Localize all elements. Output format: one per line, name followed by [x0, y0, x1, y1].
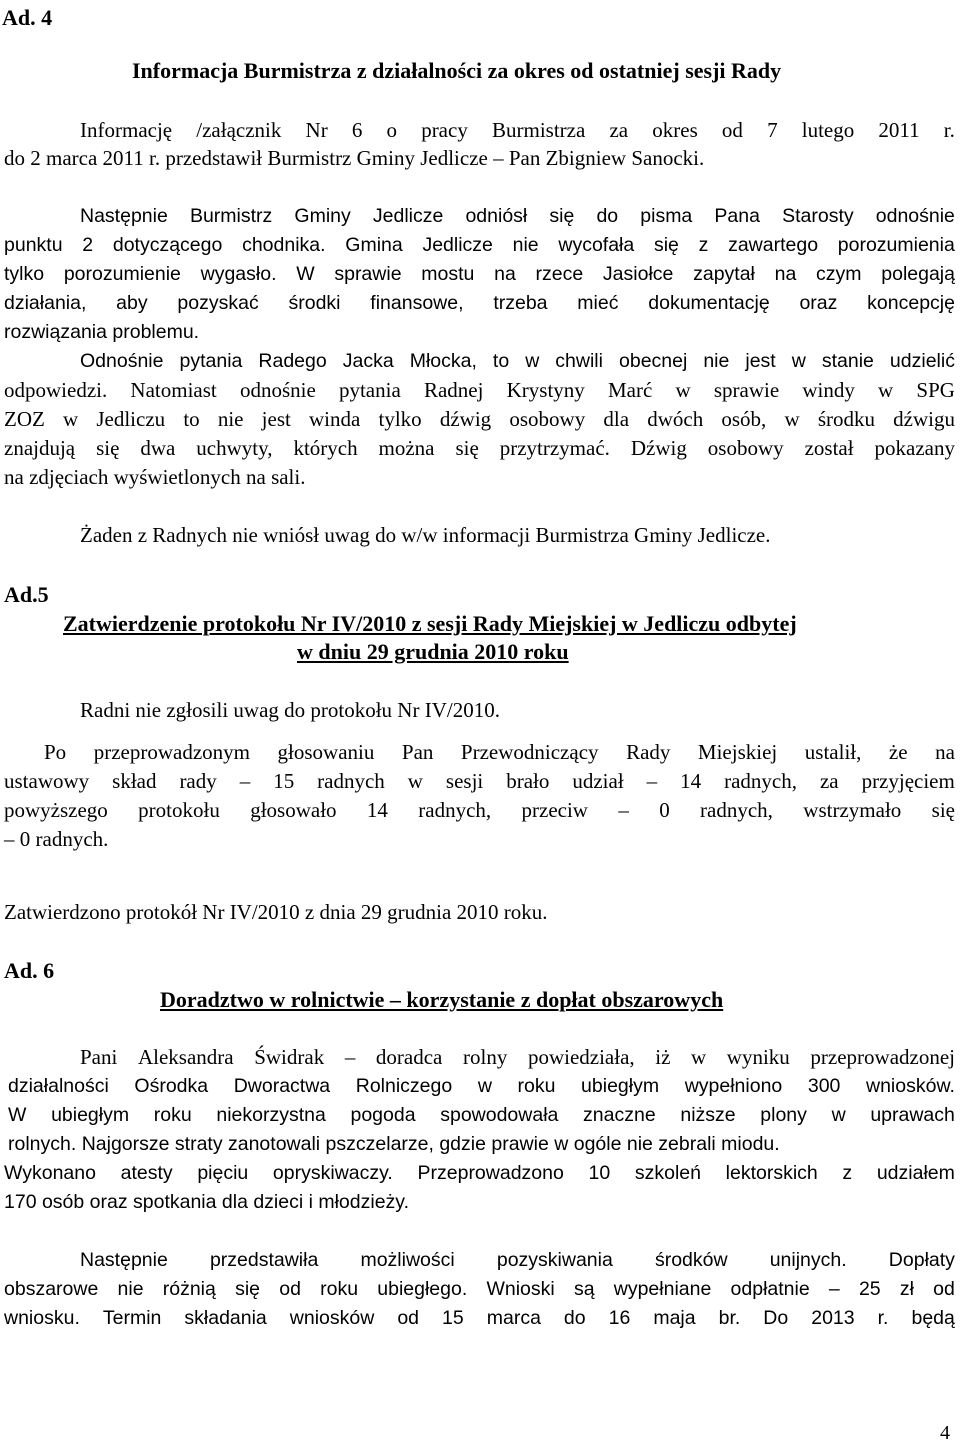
word: dwóch: [647, 407, 704, 431]
ad4-p2-line-5: rozwiązania problemu.: [4, 321, 200, 343]
word: za: [819, 769, 839, 793]
word: Krystyny: [506, 378, 585, 402]
word: niższe: [680, 1104, 736, 1126]
word: wycofała: [558, 234, 635, 256]
word: brało: [506, 769, 550, 793]
word: 7: [767, 118, 778, 142]
word: ubiegłym: [51, 1104, 130, 1126]
word: spowodowała: [440, 1104, 559, 1126]
word: 16: [608, 1307, 631, 1329]
word: działania,: [4, 292, 87, 314]
word: Radnej: [423, 378, 484, 402]
word: –: [646, 769, 658, 793]
word: do: [596, 205, 619, 227]
word: ubiegłego.: [377, 1278, 468, 1300]
word: br.: [718, 1307, 741, 1329]
word: zawartego: [728, 234, 819, 256]
ad4-p3-line-1: [80, 348, 955, 374]
word: w: [791, 350, 806, 372]
word: Jedliczu: [96, 407, 166, 431]
word: środki: [288, 292, 341, 314]
word: Po: [44, 740, 67, 764]
word: szkoleń: [634, 1162, 701, 1184]
word: Nr: [305, 118, 328, 142]
ad4-p3-line-3: [4, 406, 955, 432]
word: Jacka: [342, 350, 394, 372]
word: uchwyty,: [196, 436, 273, 460]
word: plony: [760, 1104, 807, 1126]
ad6-p2-line-2: [4, 1276, 955, 1302]
word: można: [378, 436, 435, 460]
word: pozyskać: [177, 292, 259, 314]
ad4-p4: Żaden z Radnych nie wniósł uwag do w/w informacji Burmistrza Gminy Jedlicze.: [80, 523, 771, 547]
word: sprawie: [713, 378, 780, 402]
ad6-heading: Ad. 6: [4, 958, 55, 983]
word: punktu: [4, 234, 63, 256]
word: Jasiołce: [602, 263, 674, 285]
word: przeprowadzonym: [93, 740, 250, 764]
word: pięciu: [197, 1162, 249, 1184]
word: winda: [309, 407, 361, 431]
word: Starosty: [782, 205, 854, 227]
word: w: [878, 378, 894, 402]
word: ustawowy: [4, 769, 90, 793]
word: Odnośnie: [80, 350, 164, 372]
word: 2013: [811, 1307, 855, 1329]
word: w: [691, 1045, 707, 1069]
word: znajdują: [4, 436, 76, 460]
word: –: [618, 798, 629, 822]
word: dźwig: [439, 407, 492, 431]
word: dla: [603, 407, 630, 431]
word: Pani: [80, 1045, 118, 1069]
word: udział: [572, 769, 624, 793]
word: Dopłaty: [888, 1249, 955, 1271]
word: Aleksandra: [137, 1045, 234, 1069]
word: ZOZ: [4, 407, 45, 431]
word: /załącznik: [196, 118, 282, 142]
word: nie: [217, 407, 244, 431]
ad4-p1-line-2: do 2 marca 2011 r. przedstawił Burmistrz Gminy Jedlicze – Pan Zbigniew Sanocki.: [4, 146, 705, 170]
ad4-heading: Ad. 4: [2, 5, 53, 30]
word: na: [774, 263, 797, 285]
word: głosowało: [250, 798, 337, 822]
word: to: [492, 350, 510, 372]
word: Termin: [102, 1307, 162, 1329]
word: tylko: [378, 407, 422, 431]
word: pracy: [421, 118, 468, 142]
word: przyjęciem: [861, 769, 955, 793]
word: Świdrak: [254, 1045, 325, 1069]
word: rolny: [463, 1045, 508, 1069]
word: 15: [442, 1307, 464, 1329]
ad6-p1-line-2: [8, 1073, 955, 1099]
word: Marć: [607, 378, 653, 402]
ad5-heading: Ad.5: [4, 582, 49, 607]
word: Następnie: [80, 205, 168, 227]
ad5-title-line-1: Zatwierdzenie protokołu Nr IV/2010 z sesji Rady Miejskiej w Jedliczu odbytej: [63, 611, 797, 636]
word: w: [477, 1075, 492, 1097]
word: głosowaniu: [277, 740, 375, 764]
word: środku: [817, 407, 875, 431]
word: czym: [816, 263, 862, 285]
word: że: [888, 740, 908, 764]
word: koncepcję: [867, 292, 955, 314]
word: pytania: [179, 350, 243, 372]
word: Przeprowadzono: [417, 1162, 564, 1184]
word: W: [8, 1104, 27, 1126]
word: chwili: [555, 350, 603, 372]
word: w: [63, 407, 79, 431]
ad6-p2-line-3: [4, 1305, 955, 1331]
word: doradca: [375, 1045, 443, 1069]
ad5-p2-line-3: [4, 797, 955, 823]
word: Młocka,: [409, 350, 477, 372]
ad4-p2-line-4: [4, 290, 955, 316]
word: wniosków: [289, 1307, 375, 1329]
word: lektorskich: [725, 1162, 818, 1184]
word: 6: [351, 118, 363, 142]
word: 14: [680, 769, 702, 793]
word: to: [183, 407, 200, 431]
word: różnią: [162, 1278, 216, 1300]
word: 25: [858, 1278, 881, 1300]
word: powiedziała,: [527, 1045, 635, 1069]
word: radnych,: [418, 798, 492, 822]
word: Miejskiej: [697, 740, 778, 764]
word: powyższego: [4, 798, 108, 822]
word: działalności: [8, 1075, 109, 1097]
word: trzeba: [493, 292, 548, 314]
word: wstrzymało: [803, 798, 902, 822]
word: –: [239, 769, 251, 793]
word: od: [397, 1307, 420, 1329]
word: 2011: [878, 118, 920, 142]
word: unijnych.: [769, 1249, 847, 1271]
word: się: [653, 234, 679, 256]
word: wniosku.: [4, 1307, 80, 1329]
word: W: [296, 263, 315, 285]
word: atesty: [120, 1162, 173, 1184]
word: na: [935, 740, 955, 764]
word: pozyskiwania: [496, 1249, 613, 1271]
word: się: [931, 798, 955, 822]
word: Dworactwa: [233, 1075, 331, 1097]
word: wniosków.: [866, 1075, 955, 1097]
word: na: [494, 263, 516, 285]
word: Rady: [626, 740, 671, 764]
word: osobowy: [707, 436, 784, 460]
word: środków: [654, 1249, 728, 1271]
word: Wykonano: [4, 1162, 96, 1184]
word: dokumentację: [648, 292, 770, 314]
word: odpłatnie: [730, 1278, 810, 1300]
ad4-p2-line-1: [80, 203, 955, 229]
word: porozumienia: [837, 234, 955, 256]
word: o: [386, 118, 398, 142]
word: stanie: [821, 350, 874, 372]
word: skład: [112, 769, 157, 793]
word: niekorzystna: [216, 1104, 326, 1126]
word: polegają: [881, 263, 955, 285]
word: się: [455, 436, 479, 460]
word: iż: [655, 1045, 671, 1069]
word: wypełniane: [613, 1278, 712, 1300]
word: dźwigu: [893, 407, 955, 431]
word: udzielić: [889, 350, 955, 372]
word: Gminy: [294, 205, 351, 227]
word: ubiegłym: [581, 1075, 660, 1097]
word: odniósł: [465, 205, 528, 227]
word: Ośrodka: [134, 1075, 209, 1097]
word: obszarowe: [4, 1278, 99, 1300]
ad6-p1-line-1: [80, 1044, 955, 1070]
word: Radego: [258, 350, 327, 372]
word: przeprowadzonej: [810, 1045, 955, 1069]
word: finansowe,: [370, 292, 464, 314]
word: Do: [763, 1307, 789, 1329]
word: osobowy: [509, 407, 586, 431]
word: Pan: [401, 740, 434, 764]
word: Dźwig: [630, 436, 687, 460]
word: Burmistrz: [189, 205, 273, 227]
word: –: [828, 1278, 840, 1300]
ad5-p2-line-4: – 0 radnych.: [4, 827, 109, 851]
word: odpowiedzi.: [4, 378, 108, 402]
word: 300: [807, 1075, 841, 1097]
word: roku: [320, 1278, 359, 1300]
word: protokołu: [138, 798, 220, 822]
ad6-p1-line-4: rolnych. Najgorsze straty zanotowali pszczelarze, gdzie prawie w ogóle nie zebrali miodu.: [8, 1133, 780, 1155]
word: możliwości: [360, 1249, 455, 1271]
word: składania: [184, 1307, 267, 1329]
word: aby: [116, 292, 148, 314]
ad6-p2-line-1: [80, 1247, 955, 1273]
word: radnych,: [724, 769, 797, 793]
ad4-p2-line-2: [4, 232, 955, 258]
word: porozumienie: [63, 263, 181, 285]
word: windy: [802, 378, 855, 402]
word: przedstawiła: [209, 1249, 319, 1271]
ad4-p3-line-2: [4, 377, 955, 403]
word: wygasło.: [200, 263, 277, 285]
word: maja: [653, 1307, 696, 1329]
word: zapytał: [693, 263, 755, 285]
word: chodnika.: [242, 234, 326, 256]
word: z: [698, 234, 709, 256]
word: udziałem: [876, 1162, 955, 1184]
word: nie: [117, 1278, 144, 1300]
word: r.: [877, 1307, 889, 1329]
word: od: [279, 1278, 301, 1300]
word: radnych: [317, 769, 385, 793]
word: nie: [703, 350, 730, 372]
word: sesji: [445, 769, 484, 793]
word: Jedlicze: [372, 205, 444, 227]
word: dotyczącego: [112, 234, 223, 256]
word: Przewodniczący: [460, 740, 599, 764]
word: nie: [512, 234, 539, 256]
word: odnośnie: [875, 205, 955, 227]
word: Gmina: [345, 234, 403, 256]
ad6-title: Doradztwo w rolnictwie – korzystanie z dopłat obszarowych: [160, 987, 724, 1012]
word: rzece: [535, 263, 584, 285]
word: w: [675, 378, 691, 402]
word: sprawie: [334, 263, 402, 285]
word: Jedlicze: [422, 234, 493, 256]
word: radnych,: [700, 798, 773, 822]
ad6-p1-line-6: 170 osób oraz spotkania dla dzieci i młodzieży.: [4, 1191, 410, 1213]
word: 14: [366, 798, 388, 822]
word: w: [407, 769, 423, 793]
word: zł: [899, 1278, 914, 1300]
word: Informację: [80, 118, 173, 142]
word: SPG: [916, 378, 955, 402]
word: mostu: [421, 263, 475, 285]
word: Pana: [714, 205, 760, 227]
page-number: 4: [940, 1422, 950, 1444]
ad4-p3-line-5: na zdjęciach wyświetlonych na sali.: [4, 465, 306, 489]
word: są: [573, 1278, 595, 1300]
word: których: [293, 436, 358, 460]
ad5-p2-line-2: [4, 768, 955, 794]
word: Wnioski: [486, 1278, 555, 1300]
ad4-p1-line-1: [80, 117, 955, 143]
word: lutego: [801, 118, 855, 142]
word: do: [563, 1307, 586, 1329]
word: się: [235, 1278, 261, 1300]
word: mieć: [577, 292, 619, 314]
word: Natomiast: [130, 378, 217, 402]
word: obecnej: [619, 350, 688, 372]
word: Następnie: [80, 1249, 168, 1271]
word: pokazany: [874, 436, 955, 460]
ad6-p1-line-3: [8, 1102, 955, 1128]
word: jest: [745, 350, 776, 372]
ad4-p3-line-4: [4, 435, 955, 461]
word: wyniku: [726, 1045, 790, 1069]
word: w: [831, 1104, 846, 1126]
word: oraz: [799, 292, 838, 314]
word: od: [721, 118, 743, 142]
word: marca: [486, 1307, 541, 1329]
word: pogoda: [350, 1104, 416, 1126]
word: za: [609, 118, 629, 142]
word: będą: [911, 1307, 955, 1329]
word: przytrzymać.: [499, 436, 610, 460]
ad5-title-line-2: w dniu 29 grudnia 2010 roku: [297, 639, 569, 664]
word: Burmistrza: [491, 118, 586, 142]
word: okres: [652, 118, 698, 142]
word: się: [96, 436, 120, 460]
word: wypełniono: [684, 1075, 783, 1097]
word: 2: [82, 234, 94, 256]
word: jest: [261, 407, 291, 431]
word: znaczne: [583, 1104, 656, 1126]
word: osób,: [721, 407, 767, 431]
word: –: [344, 1045, 356, 1069]
word: od: [933, 1278, 955, 1300]
word: roku: [153, 1104, 192, 1126]
ad5-p1: Radni nie zgłosili uwag do protokołu Nr IV/2010.: [80, 698, 500, 722]
word: 15: [273, 769, 295, 793]
word: się: [549, 205, 575, 227]
word: Rolniczego: [355, 1075, 453, 1097]
word: dwa: [140, 436, 176, 460]
word: roku: [517, 1075, 556, 1097]
word: z: [842, 1162, 853, 1184]
word: pytania: [338, 378, 401, 402]
word: tylko: [4, 263, 45, 285]
ad5-p2-line-1: [44, 739, 955, 765]
word: pisma: [640, 205, 693, 227]
word: został: [804, 436, 854, 460]
ad6-p1-line-5: [4, 1160, 955, 1186]
word: odnośnie: [239, 378, 316, 402]
word: ustalił,: [804, 740, 862, 764]
word: 10: [588, 1162, 611, 1184]
word: w: [525, 350, 540, 372]
word: uprawach: [870, 1104, 955, 1126]
ad4-p2-line-3: [4, 261, 955, 287]
word: w: [784, 407, 800, 431]
word: 0: [659, 798, 670, 822]
ad5-p3: Zatwierdzono protokół Nr IV/2010 z dnia 29 grudnia 2010 roku.: [4, 900, 548, 924]
word: r.: [943, 118, 955, 142]
word: opryskiwaczy.: [272, 1162, 393, 1184]
ad4-title: Informacja Burmistrza z działalności za okres od ostatniej sesji Rady: [132, 58, 782, 83]
word: rady: [179, 769, 217, 793]
word: przeciw: [521, 798, 588, 822]
